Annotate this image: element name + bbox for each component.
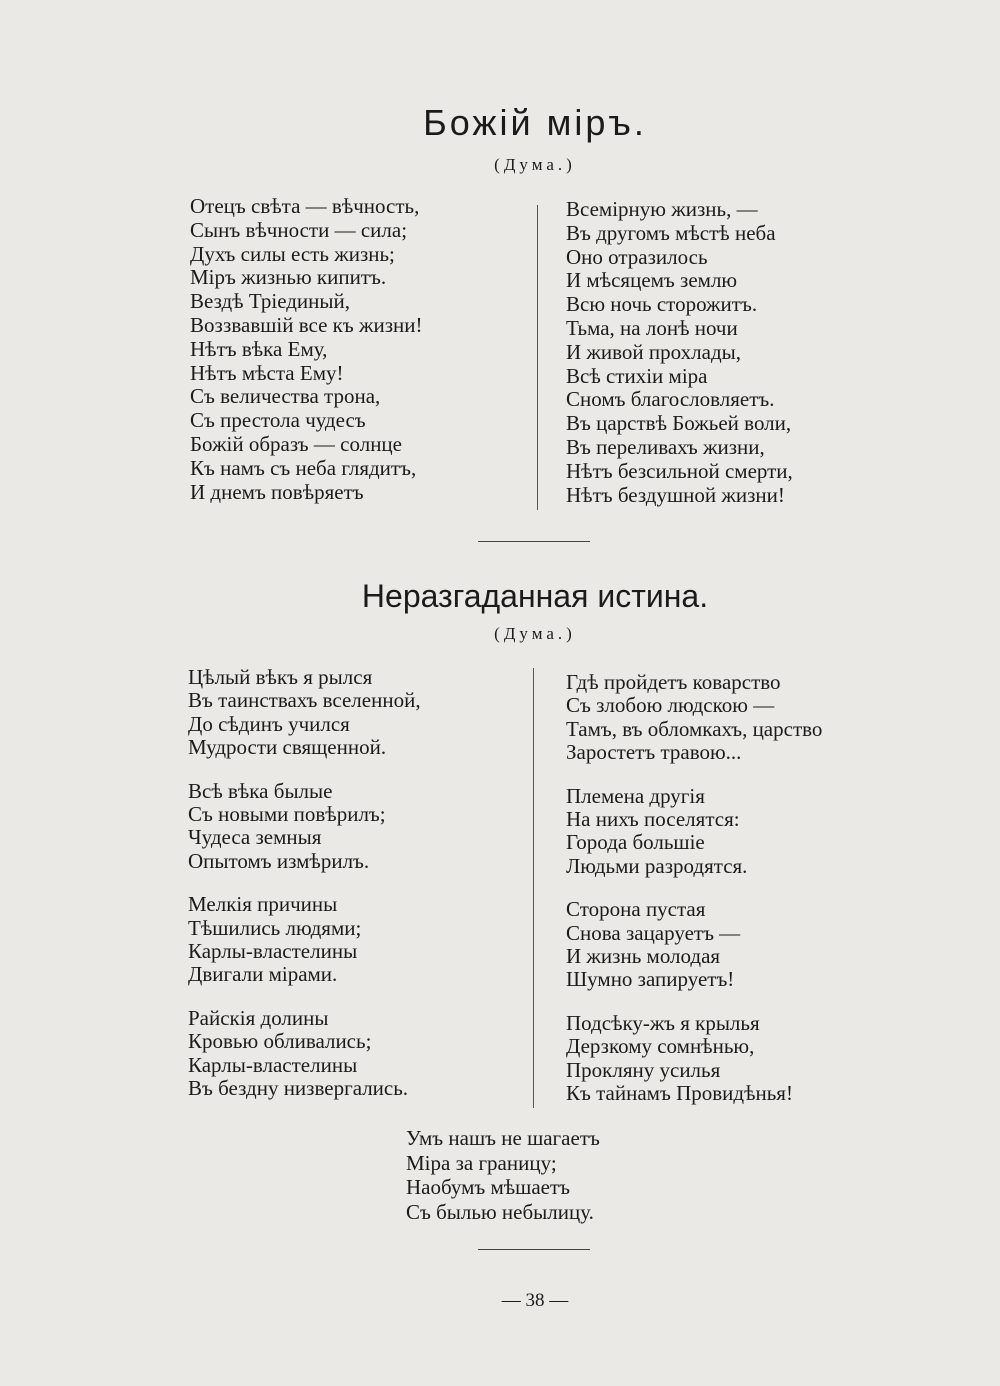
column-divider: [533, 668, 534, 1108]
verse-line: Райскія долины: [188, 1005, 329, 1030]
verse-line: Племена другія: [566, 783, 705, 808]
verse-line: Сынъ вѣчности — сила;: [190, 217, 408, 242]
verse-line: Города большіе: [566, 830, 705, 855]
verse-line: Къ намъ съ неба глядитъ,: [190, 455, 417, 480]
stanza: [566, 1012, 822, 1106]
verse-line: До сѣдинъ учился: [188, 711, 350, 736]
verse-line: Съ престола чудесъ: [190, 408, 366, 433]
stanza: [566, 898, 822, 992]
verse-line: Чудеса земныя: [188, 825, 322, 850]
poem2-title: Неразгаданная истина.: [361, 578, 709, 614]
poem1-right-column: [566, 198, 793, 507]
verse-line: И живой прохлады,: [566, 339, 741, 364]
poem1-title: Божій міръ.: [423, 102, 647, 143]
verse-line: Карлы-властелины: [188, 939, 358, 964]
verse-line: Цѣлый вѣкъ я рылся: [188, 665, 373, 689]
verse-line: Заростетъ травою...: [566, 740, 742, 765]
verse-line: Духъ силы есть жизнь;: [190, 241, 395, 266]
verse-line: Всѣ стихіи міра: [566, 363, 708, 388]
verse-line: Въ другомъ мѣстѣ неба: [566, 220, 776, 245]
verse-line: Кровью обливались;: [188, 1029, 372, 1054]
verse-line: Подсѣку-жъ я крылья: [566, 1010, 760, 1035]
verse-line: Воззвавшій все къ жизни!: [190, 312, 423, 337]
verse-line: Въ таинствахъ вселенной,: [188, 688, 421, 713]
column-divider: [537, 205, 538, 510]
verse-line: Умъ нашъ не шагаетъ: [406, 1126, 600, 1150]
verse-line: Нѣтъ вѣка Ему,: [190, 336, 328, 361]
stanza: [188, 893, 421, 987]
poem1-subtitle: (Дума.): [494, 155, 576, 174]
verse-line: Всю ночь сторожитъ.: [566, 292, 758, 317]
verse-line: На нихъ поселятся:: [566, 807, 740, 832]
verse-line: Тамъ, въ обломкахъ, царство: [566, 716, 823, 741]
section-divider: [478, 1249, 590, 1250]
verse-line: Дерзкому сомнѣнью,: [566, 1034, 755, 1059]
verse-line: Опытомъ измѣрилъ.: [188, 848, 370, 873]
stanza: [566, 671, 822, 765]
verse-line: Мудрости священной.: [188, 735, 387, 760]
verse-line: Гдѣ пройдетъ коварство: [566, 670, 781, 694]
section-divider: [478, 541, 590, 542]
verse-line: Въ бездну низвергались.: [188, 1076, 409, 1101]
stanza: [188, 780, 421, 874]
verse-line: Нѣтъ бездушной жизни!: [566, 482, 785, 507]
verse-line: Міра за границу;: [406, 1150, 557, 1175]
verse-line: Шумно запируетъ!: [566, 967, 735, 992]
stanza: [188, 1007, 421, 1101]
verse-line: Божій образъ — солнце: [190, 431, 402, 456]
verse-line: И днемъ повѣряетъ: [190, 479, 364, 504]
verse-line: Съ новыми повѣрилъ;: [188, 802, 386, 827]
verse-line: Къ тайнамъ Провидѣнья!: [566, 1081, 793, 1106]
verse-line: И мѣсяцемъ землю: [566, 268, 738, 293]
verse-line: Сномъ благословляетъ.: [566, 387, 775, 412]
verse-line: Карлы-властелины: [188, 1052, 358, 1077]
verse-line: Людьми разродятся.: [566, 853, 748, 878]
verse-line: Въ переливахъ жизни,: [566, 434, 765, 459]
verse-line: Нѣтъ мѣста Ему!: [190, 360, 344, 385]
stanza: [188, 666, 421, 760]
poem1-left-column: [190, 195, 423, 504]
stanza: [566, 785, 822, 879]
verse-line: Вездѣ Тріединый,: [190, 289, 351, 314]
verse-line: Наобумъ мѣшаетъ: [406, 1175, 571, 1199]
verse-line: Съ величества трона,: [190, 384, 381, 409]
verse-line: Сторона пустая: [566, 897, 706, 922]
verse-line: Прокляну усилья: [566, 1057, 721, 1082]
verse-line: Міръ жизнью кипитъ.: [190, 265, 387, 290]
poem2-subtitle: (Дума.): [494, 624, 576, 643]
verse-line: Отецъ свѣта — вѣчность,: [190, 194, 420, 218]
verse-line: Оно отразилось: [566, 244, 708, 269]
page-number: — 38 —: [501, 1290, 569, 1311]
verse-line: Тьма, на лонѣ ночи: [566, 315, 738, 340]
verse-line: Тѣшились людями;: [188, 915, 362, 940]
verse-line: Снова зацаруетъ —: [566, 920, 741, 945]
verse-line: Всѣ вѣка былые: [188, 778, 333, 803]
verse-line: Въ царствѣ Божьей воли,: [566, 411, 792, 436]
verse-line: Съ былью небылицу.: [406, 1199, 594, 1224]
final-stanza: [406, 1126, 600, 1224]
verse-line: Нѣтъ безсильной смерти,: [566, 458, 793, 483]
poem2-right-column: [566, 671, 822, 1126]
verse-line: Всемірную жизнь, —: [566, 197, 758, 221]
verse-line: Мелкія причины: [188, 892, 338, 917]
verse-line: Двигали мірами.: [188, 962, 338, 987]
verse-line: И жизнь молодая: [566, 944, 721, 969]
verse-line: Съ злобою людскою —: [566, 693, 775, 718]
poem2-left-column: [188, 666, 421, 1121]
